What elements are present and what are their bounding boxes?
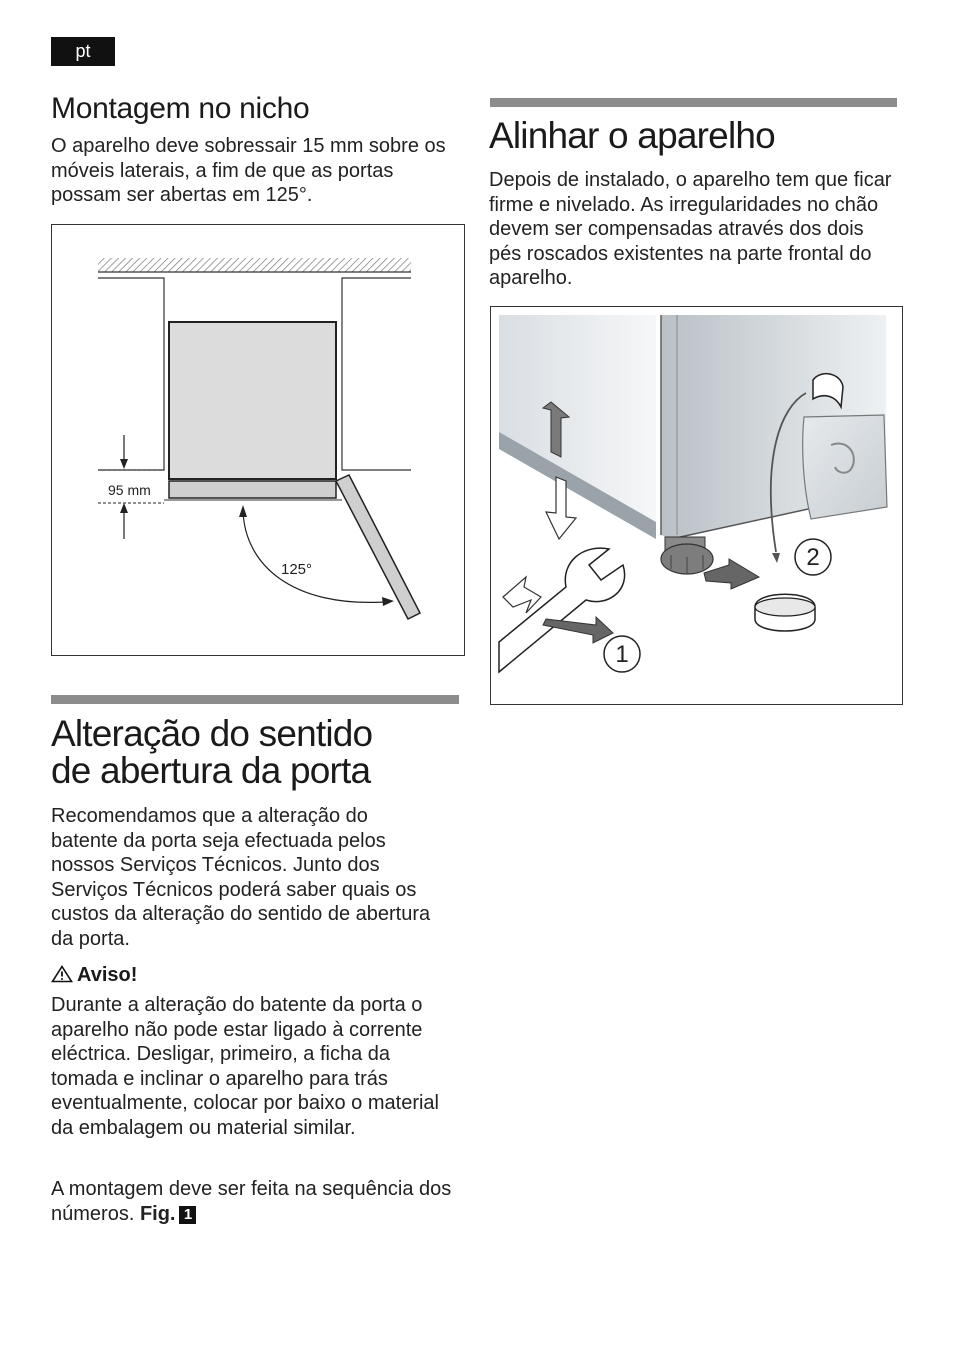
accessory-bag — [803, 415, 887, 519]
ceiling-hatch — [98, 258, 411, 272]
language-tag: pt — [51, 37, 115, 66]
open-door — [336, 475, 420, 619]
warning-icon — [51, 965, 73, 983]
appliance-box — [169, 322, 336, 479]
alteracao-title-line1: Alteração do sentido — [51, 713, 373, 754]
right-cabinet — [342, 278, 411, 470]
section-rule-alinhar — [490, 98, 897, 107]
alteracao-body: Recomendamos que a alteração do batente da porta seja efectuada pelos nossos Serviços Técnicos. Junto dos Serviços Técnicos poderá saber quais os custos da alteração do sentido de abertura da porta. — [51, 805, 431, 950]
left-cabinet — [98, 278, 164, 470]
fig-number: 1 — [179, 1206, 196, 1224]
leveling-figure — [490, 306, 903, 705]
section-rule-alteracao — [51, 695, 459, 704]
warning-heading — [51, 964, 137, 987]
montagem-body: O aparelho deve sobressair 15 mm sobre os móveis laterais, a fim de que as portas possam ser abertas em 125°. — [51, 135, 446, 206]
angle-label: 125° — [281, 561, 313, 578]
sequence-paragraph — [51, 1177, 459, 1226]
step2-label: 2 — [806, 544, 820, 571]
dimension-label: 95 mm — [108, 482, 151, 498]
warning-body: Durante a alteração do batente da porta o aparelho não pode estar ligado à corrente eléctrica. Desligar, primeiro, a ficha da tomada e inclinar o aparelho para trás eventualmente, colocar por baixo o material da embalagem ou material similar. — [51, 994, 439, 1139]
montagem-title: Montagem no nicho — [51, 92, 310, 125]
sequence-text: A montagem deve ser feita na sequência dos números. — [51, 1178, 452, 1225]
warning-title: Aviso! — [77, 964, 138, 986]
appliance-door — [169, 481, 336, 498]
niche-diagram — [52, 225, 464, 655]
leveling-diagram — [491, 307, 902, 704]
alinhar-title: Alinhar o aparelho — [489, 115, 775, 156]
alteracao-title-line2: de abertura da porta — [51, 750, 371, 791]
niche-figure — [51, 224, 465, 656]
alinhar-body: Depois de instalado, o aparelho tem que ficar firme e nivelado. As irregularidades no chão devem ser compensadas através dos dois pés roscados existentes na parte frontal do aparelho. — [489, 169, 892, 289]
fig-label: Fig. — [139, 1202, 176, 1225]
step1-label: 1 — [615, 641, 629, 668]
